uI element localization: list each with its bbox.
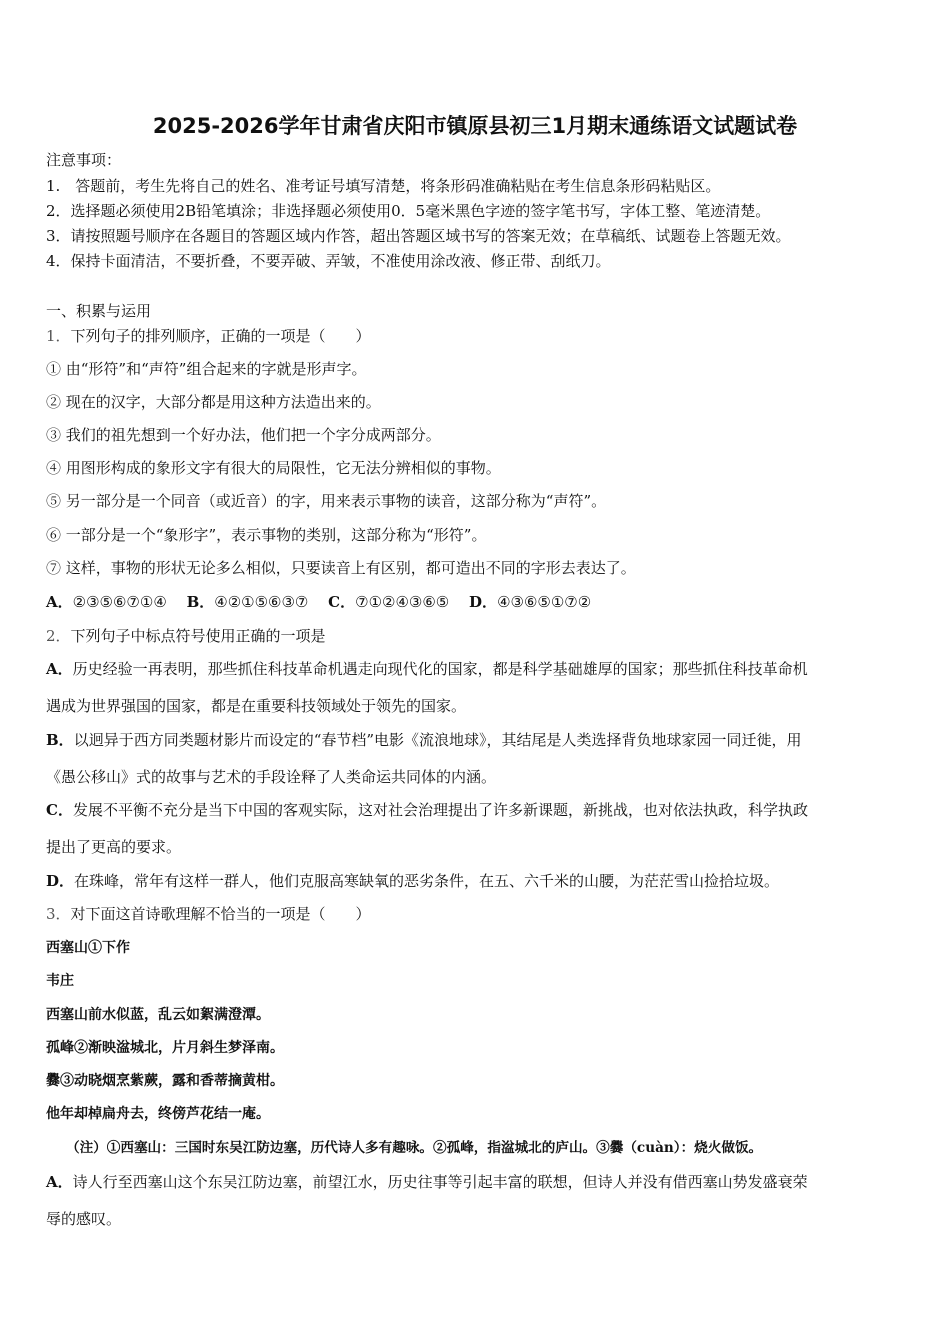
notice-item: 2．选择题必须使用2B铅笔填涂；非选择题必须使用0．5毫米黑色字迹的签字笔书写，字体工整、笔迹清楚。 xyxy=(46,202,771,220)
option-label: D． xyxy=(469,593,498,611)
poem-title: 西塞山①下作 xyxy=(46,940,130,956)
option-label: C． xyxy=(328,593,356,611)
option-text: ④③⑥⑤①⑦② xyxy=(497,593,592,611)
question-number: 3． xyxy=(46,905,71,923)
option-continued: 遇成为世界强国的国家，都是在重要科技领域处于领先的国家。 xyxy=(46,697,467,715)
option-text: 诗人行至西塞山这个东吴江防边塞，前望江水，历史往事等引起丰富的联想，但诗人并没有借西塞山势发盛衰荣 xyxy=(72,1173,808,1191)
sentence: ③ 我们的祖先想到一个好办法，他们把一个字分成两部分。 xyxy=(46,426,441,444)
sentence: ⑦ 这样，事物的形状无论多么相似，只要读音上有区别，都可造出不同的字形去表达了。 xyxy=(46,559,636,577)
notice-heading: 注意事项： xyxy=(46,151,122,169)
option-label: A． xyxy=(46,660,73,678)
question-stem: 下列句子的排列顺序，正确的一项是（ ） xyxy=(70,327,371,345)
option xyxy=(46,800,808,820)
option xyxy=(46,659,808,679)
sentence: ⑤ 另一部分是一个同音（或近音）的字，用来表示事物的读音，这部分称为“声符”。 xyxy=(46,492,607,510)
poem-line: 西塞山前水似蓝，乱云如絮满澄潭。 xyxy=(46,1007,270,1023)
poem-line: 爨③动晓烟烹紫蕨，露和香蒂摘黄柑。 xyxy=(46,1073,284,1089)
section-heading: 一、积累与运用 xyxy=(46,302,152,320)
sentence: ② 现在的汉字，大部分都是用这种方法造出来的。 xyxy=(46,393,381,411)
option-label: A． xyxy=(46,593,73,611)
q1-options xyxy=(46,592,591,612)
option xyxy=(46,730,802,750)
question-2 xyxy=(46,626,326,646)
sentence: ④ 用图形构成的象形文字有很大的局限性，它无法分辨相似的事物。 xyxy=(46,459,501,477)
notice-item: 1. 答题前，考生先将自己的姓名、准考证号填写清楚，将条形码准确粘贴在考生信息条形码粘贴区。 xyxy=(46,177,721,195)
page-title: 2025-2026学年甘肃省庆阳市镇原县初三1月期末通练语文试题试卷 xyxy=(152,114,798,138)
option-label: B． xyxy=(186,593,215,611)
question-number: 2． xyxy=(46,627,71,645)
question-number: 1． xyxy=(46,327,71,345)
question-3 xyxy=(46,904,371,924)
option-label: B． xyxy=(46,731,74,749)
notice-item: 3．请按照题号顺序在各题目的答题区域内作答，超出答题区域书写的答案无效；在草稿纸、试题卷上答题无效。 xyxy=(46,227,791,245)
question-stem: 下列句子中标点符号使用正确的一项是 xyxy=(70,627,326,645)
question-stem: 对下面这首诗歌理解不恰当的一项是（ ） xyxy=(70,905,371,923)
question-1 xyxy=(46,326,371,346)
option-text: ④②①⑤⑥③⑦ xyxy=(214,593,309,611)
option-label: A． xyxy=(46,1173,73,1191)
option-text: ②③⑤⑥⑦①④ xyxy=(72,593,167,611)
option-text: ⑦①②④③⑥⑤ xyxy=(355,593,450,611)
option xyxy=(46,871,779,891)
option-text: 以迥异于西方同类题材影片而设定的“春节档”电影《流浪地球》，其结尾是人类选择背负地球家园一同迁徙，用 xyxy=(73,731,802,749)
notice-item: 4．保持卡面清洁，不要折叠，不要弄破、弄皱，不准使用涂改液、修正带、刮纸刀。 xyxy=(46,252,611,270)
option-text: 发展不平衡不充分是当下中国的客观实际，这对社会治理提出了许多新课题，新挑战，也对依法执政，科学执政 xyxy=(72,801,808,819)
option-text: 在珠峰，常年有这样一群人，他们克服高寒缺氧的恶劣条件，在五、六千米的山腰，为茫茫雪山捡拾垃圾。 xyxy=(74,872,780,890)
option-label: C． xyxy=(46,801,73,819)
option-continued: 辱的感叹。 xyxy=(46,1210,122,1228)
sentence: ① 由“形符”和“声符”组合起来的字就是形声字。 xyxy=(46,360,367,378)
poem-line: 他年却棹扁舟去，终傍芦花结一庵。 xyxy=(46,1106,270,1122)
option-continued: 提出了更高的要求。 xyxy=(46,838,182,856)
sentence: ⑥ 一部分是一个“象形字”，表示事物的类别，这部分称为“形符”。 xyxy=(46,526,487,544)
option xyxy=(46,1172,808,1192)
option-text: 历史经验一再表明，那些抓住科技革命机遇走向现代化的国家，都是科学基础雄厚的国家；那些抓住科技革命机 xyxy=(72,660,808,678)
poem-line: 孤峰②渐映湓城北，片月斜生梦泽南。 xyxy=(46,1040,284,1056)
poem-author: 韦庄 xyxy=(46,973,74,989)
option-continued: 《愚公移山》式的故事与艺术的手段诠释了人类命运共同体的内涵。 xyxy=(46,768,497,786)
poem-note: （注）①西塞山：三国时东吴江防边塞，历代诗人多有趣咏。②孤峰，指湓城北的庐山。③爨（cuàn）：烧火做饭。 xyxy=(66,1140,763,1156)
option-label: D． xyxy=(46,872,75,890)
